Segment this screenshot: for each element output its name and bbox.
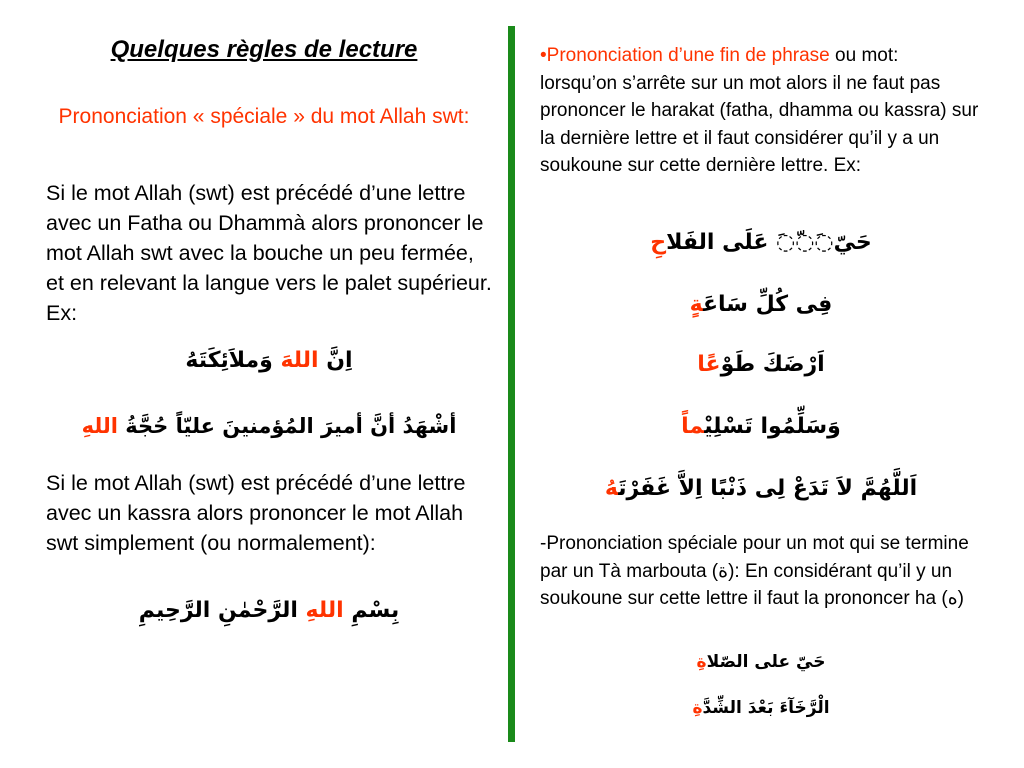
arabic-example-fin-5-before: اَللَّهُمَّ لاَ تَدَعْ لِى ذَنْبًا اِلاَّ غَفَرْتَ: [618, 476, 918, 501]
arabic-example-marbouta-1-before: حَيّ على الصّلا: [706, 652, 826, 672]
rule-paragraph-kassra: Si le mot Allah (swt) est précédé d’une lettre avec un kassra alors prononcer le mot Allah swt simplement (ou normalement):: [46, 471, 466, 555]
arabic-example-marbouta-2: [536, 698, 986, 718]
arabic-example-fin-1-before: حَيّ◌َ◌ّ◌َ عَلَى الفَلا: [666, 230, 872, 255]
arabic-example-3-after: الرَّحْمٰنِ الرَّحِيمِ: [138, 598, 306, 623]
arabic-example-2-allah: اللهِ: [81, 414, 118, 438]
arabic-example-fin-2-ending: ةٍ: [689, 292, 703, 317]
rule-end-of-phrase-heading: •Prononciation d’une fin de phrase: [540, 45, 830, 66]
arabic-example-fin-4-before: وَسَلِّمُوا تَسْلِيْ: [704, 414, 841, 439]
arabic-example-1: [46, 348, 492, 373]
arabic-example-marbouta-1-ending: ةِ: [696, 652, 707, 672]
rule-ta-marbouta: -Prononciation spéciale pour un mot qui se termine par un Tà marbouta (ة): En considérant qu’il y un soukoune sur cette lettre il faut la prononcer ha (ه): [540, 533, 969, 609]
arabic-example-fin-2: [536, 292, 986, 317]
page-title: Quelques règles de lecture: [110, 36, 418, 63]
rule-end-of-phrase-text: ou mot: lorsqu’on s’arrête sur un mot alors il ne faut pas prononcer le harakat (fatha, dhamma ou kassra) sur la dernière lettre et il faut considérer qu’il y a un soukoune sur cette dernière lettre. Ex:: [540, 45, 979, 176]
arabic-example-marbouta-2-before: الْرَّخَآءَ بَعْدَ الشِّدَّ: [702, 698, 830, 718]
arabic-example-fin-3-before: اَرْضَكَ طَوْ: [720, 352, 825, 377]
arabic-example-fin-4-ending: ماً: [681, 414, 705, 439]
arabic-example-1-before: اِنَّ: [318, 348, 353, 373]
arabic-example-fin-5-ending: هُ: [604, 476, 619, 501]
arabic-example-3-allah: اللهِ: [305, 598, 344, 623]
arabic-example-fin-4: [536, 414, 986, 439]
rule-paragraph-fatha-dhamma: Si le mot Allah (swt) est précédé d’une lettre avec un Fatha ou Dhammà alors prononcer le mot Allah swt avec la bouche un peu fermée, et en relevant la langue vers le palet supérieur. Ex:: [46, 181, 492, 325]
column-divider: [508, 26, 515, 742]
arabic-example-fin-3-ending: عًا: [697, 352, 721, 377]
section-subtitle-allah: Prononciation « spéciale » du mot Allah swt:: [58, 105, 470, 128]
rule-end-of-phrase: [540, 42, 980, 180]
arabic-example-1-allah: اللهَ: [280, 348, 319, 373]
arabic-example-fin-5: [536, 476, 986, 501]
arabic-example-3-before: بِسْمِ: [343, 598, 400, 623]
arabic-example-2-before: أشْهَدُ أنَّ أميرَ المُؤمنينَ عليّاً حُجَّةُ: [117, 414, 457, 438]
arabic-example-fin-1: [536, 230, 986, 255]
arabic-example-fin-1-ending: حِ: [650, 230, 667, 255]
arabic-example-1-after: وَملاَئِكَتَهُ: [185, 348, 281, 373]
arabic-example-marbouta-2-ending: ةِ: [692, 698, 703, 718]
arabic-example-fin-3: [536, 352, 986, 377]
arabic-example-fin-2-before: فِى كُلِّ سَاعَ: [703, 292, 833, 317]
arabic-example-basmala: [46, 598, 492, 623]
arabic-example-2: [46, 414, 492, 438]
arabic-example-marbouta-1: [536, 652, 986, 672]
